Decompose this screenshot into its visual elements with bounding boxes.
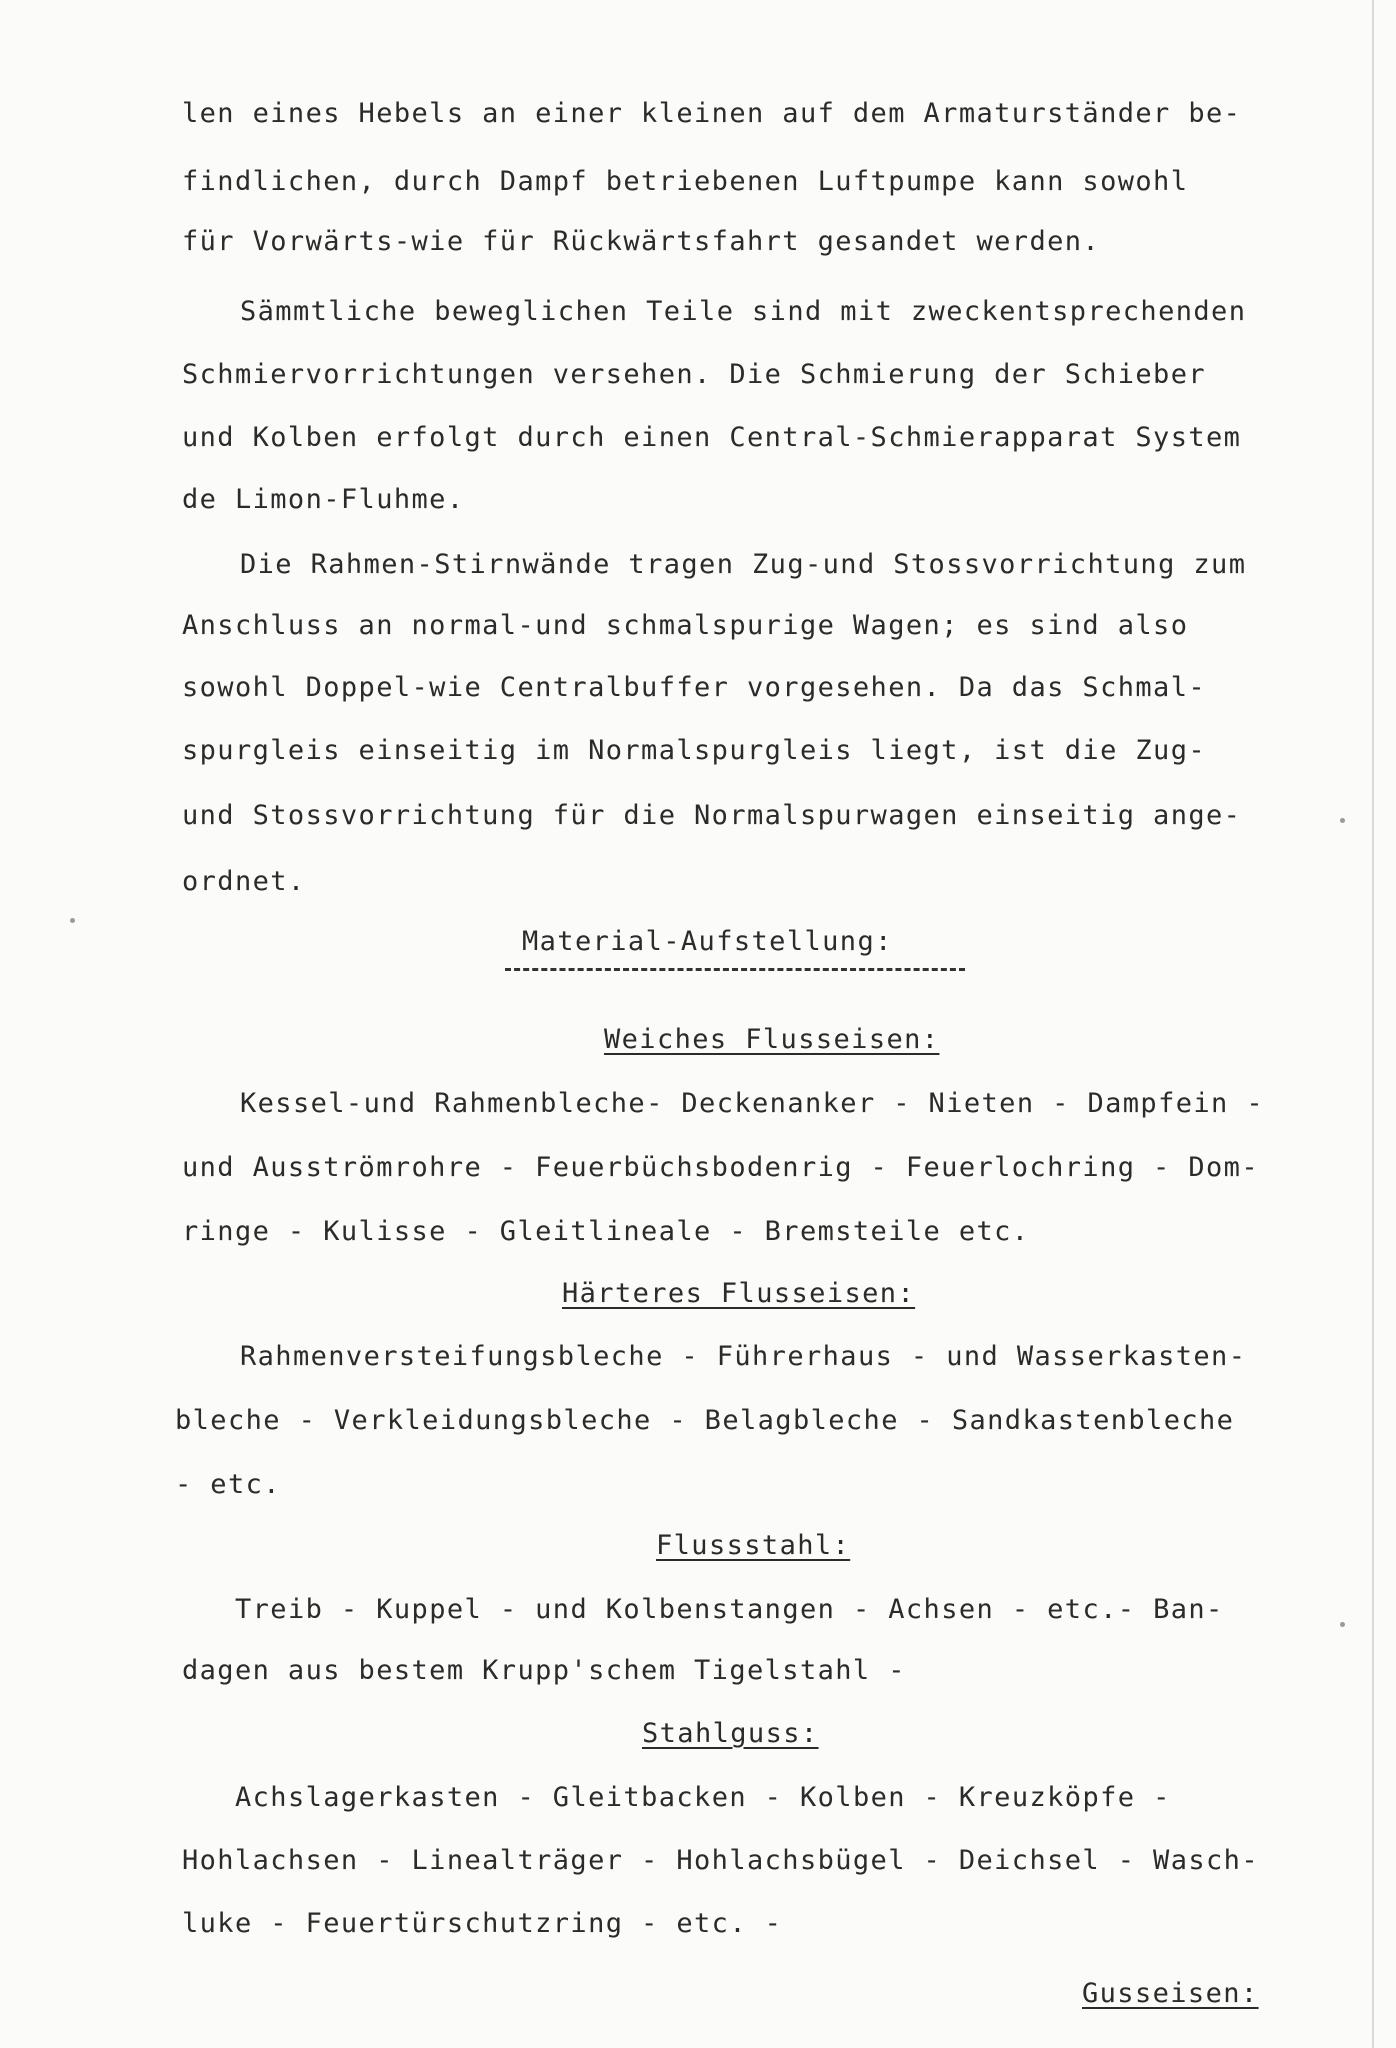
text-line: Schmiervorrichtungen versehen. Die Schmierung der Schieber [182,359,1207,390]
text-line: Anschluss an normal-und schmalspurige Wagen; es sind also [182,610,1189,641]
text-line: dagen aus bestem Krupp'schem Tigelstahl - [182,1655,906,1686]
text-line: spurgleis einseitig im Normalspurgleis liegt, ist die Zug- [182,735,1207,766]
text-line: Sämmtliche beweglichen Teile sind mit zweckentsprechenden [240,296,1247,327]
dashed-rule [505,968,965,971]
text-line: luke - Feuertürschutzring - etc. - [182,1908,783,1939]
page-edge-line [1372,0,1374,2048]
text-line: und Ausströmrohre - Feuerbüchsbodenrig - Feuerlochring - Dom- [182,1152,1259,1183]
section-heading-haerteres-flusseisen: Härteres Flusseisen: [562,1278,916,1309]
text-line: Hohlachsen - Linealträger - Hohlachsbügel - Deichsel - Wasch- [182,1845,1259,1876]
text-line: - etc. [175,1469,281,1500]
section-heading-weiches-flusseisen: Weiches Flusseisen: [604,1024,940,1055]
section-heading-gusseisen: Gusseisen: [1082,1978,1259,2009]
text-line: ringe - Kulisse - Gleitlineale - Bremsteile etc. [182,1216,1030,1247]
text-line: für Vorwärts-wie für Rückwärtsfahrt gesandet werden. [182,226,1101,257]
text-line: Die Rahmen-Stirnwände tragen Zug-und Stossvorrichtung zum [240,549,1247,580]
text-line: Kessel-und Rahmenbleche- Deckenanker - Nieten - Dampfein - [240,1088,1265,1119]
section-heading-flussstahl: Flussstahl: [656,1530,851,1561]
scan-speck [1340,1622,1345,1627]
text-line: de Limon-Fluhme. [182,484,465,515]
text-line: und Stossvorrichtung für die Normalspurwagen einseitig ange- [182,800,1242,831]
text-line: sowohl Doppel-wie Centralbuffer vorgesehen. Da das Schmal- [182,672,1207,703]
text-line: bleche - Verkleidungsbleche - Belagbleche - Sandkastenbleche [175,1405,1235,1436]
section-heading-stahlguss: Stahlguss: [642,1718,819,1749]
text-line: len eines Hebels an einer kleinen auf dem Armaturständer be- [182,98,1242,129]
scan-speck [1340,818,1345,823]
text-line: findlichen, durch Dampf betriebenen Luftpumpe kann sowohl [182,166,1189,197]
material-title: Material-Aufstellung: [522,926,893,957]
text-line: Rahmenversteifungsbleche - Führerhaus - und Wasserkasten- [240,1341,1247,1372]
text-line: Achslagerkasten - Gleitbacken - Kolben - Kreuzköpfe - [235,1782,1171,1813]
text-line: und Kolben erfolgt durch einen Central-Schmierapparat System [182,422,1242,453]
text-line: Treib - Kuppel - und Kolbenstangen - Achsen - etc.- Ban- [235,1594,1224,1625]
scan-speck [70,918,75,923]
text-line: ordnet. [182,866,306,897]
